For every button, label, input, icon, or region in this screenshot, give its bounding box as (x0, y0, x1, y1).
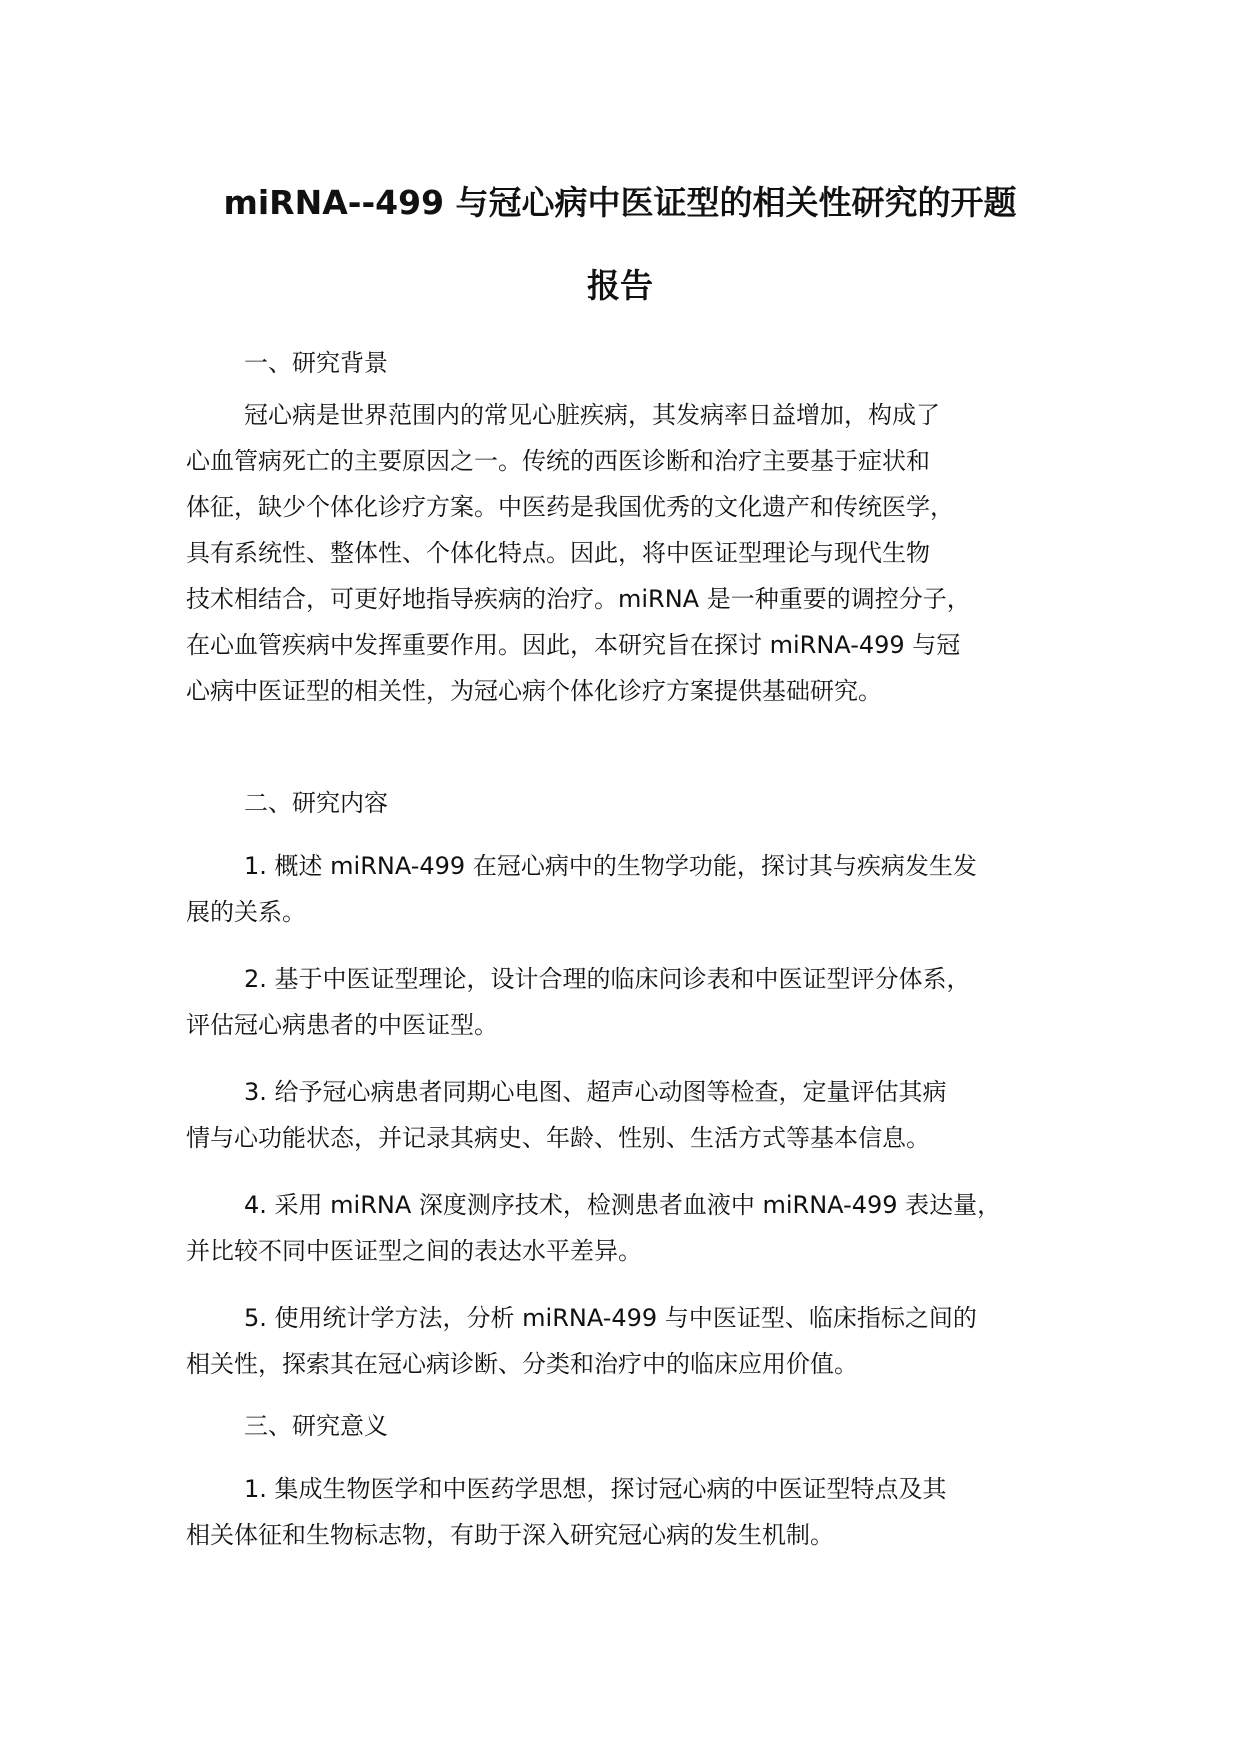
paragraph-line: 心病中医证型的相关性，为冠心病个体化诊疗方案提供基础研究。 (186, 677, 882, 705)
content-item-3: 3. 给予冠心病患者同期心电图、超声心动图等检查，定量评估其病 情与心功能状态，并记录其病史、年龄、性别、生活方式等基本信息。 (186, 1078, 947, 1152)
paragraph-line: 心血管病死亡的主要原因之一。传统的西医诊断和治疗主要基于症状和 (186, 447, 930, 475)
paragraph-line: 具有系统性、整体性、个体化特点。因此，将中医证型理论与现代生物 (186, 539, 930, 567)
paragraph-line: 技术相结合，可更好地指导疾病的治疗。miRNA 是一种重要的调控分子， (186, 585, 971, 613)
paragraph-line: 在心血管疾病中发挥重要作用。因此，本研究旨在探讨 miRNA-499 与冠 (186, 631, 961, 659)
significance-item-1: 1. 集成生物医学和中医药学思想，探讨冠心病的中医证型特点及其 相关体征和生物标志物，有助于深入研究冠心病的发生机制。 (186, 1475, 947, 1549)
paragraph-line: 体征，缺少个体化诊疗方案。中医药是我国优秀的文化遗产和传统医学， (186, 493, 954, 521)
paragraph-line: 冠心病是世界范围内的常见心脏疾病，其发病率日益增加，构成了 (244, 401, 940, 429)
document-title-line-2: 报告 (587, 266, 653, 305)
content-item-2: 2. 基于中医证型理论，设计合理的临床问诊表和中医证型评分体系， 评估冠心病患者的中医证型。 (186, 965, 971, 1039)
content-item-1: 1. 概述 miRNA-499 在冠心病中的生物学功能，探讨其与疾病发生发 展的关系。 (186, 852, 977, 926)
section-heading-background: 一、研究背景 (244, 349, 388, 377)
section-heading-content: 二、研究内容 (244, 789, 388, 817)
content-item-4: 4. 采用 miRNA 深度测序技术，检测患者血液中 miRNA-499 表达量， 并比较不同中医证型之间的表达水平差异。 (186, 1191, 1002, 1265)
section-heading-significance: 三、研究意义 (244, 1412, 388, 1440)
document-title-line-1: miRNA--499 与冠心病中医证型的相关性研究的开题 (223, 183, 1017, 222)
background-paragraph (186, 392, 1086, 714)
content-item-5: 5. 使用统计学方法，分析 miRNA-499 与中医证型、临床指标之间的 相关性，探索其在冠心病诊断、分类和治疗中的临床应用价值。 (186, 1304, 977, 1378)
